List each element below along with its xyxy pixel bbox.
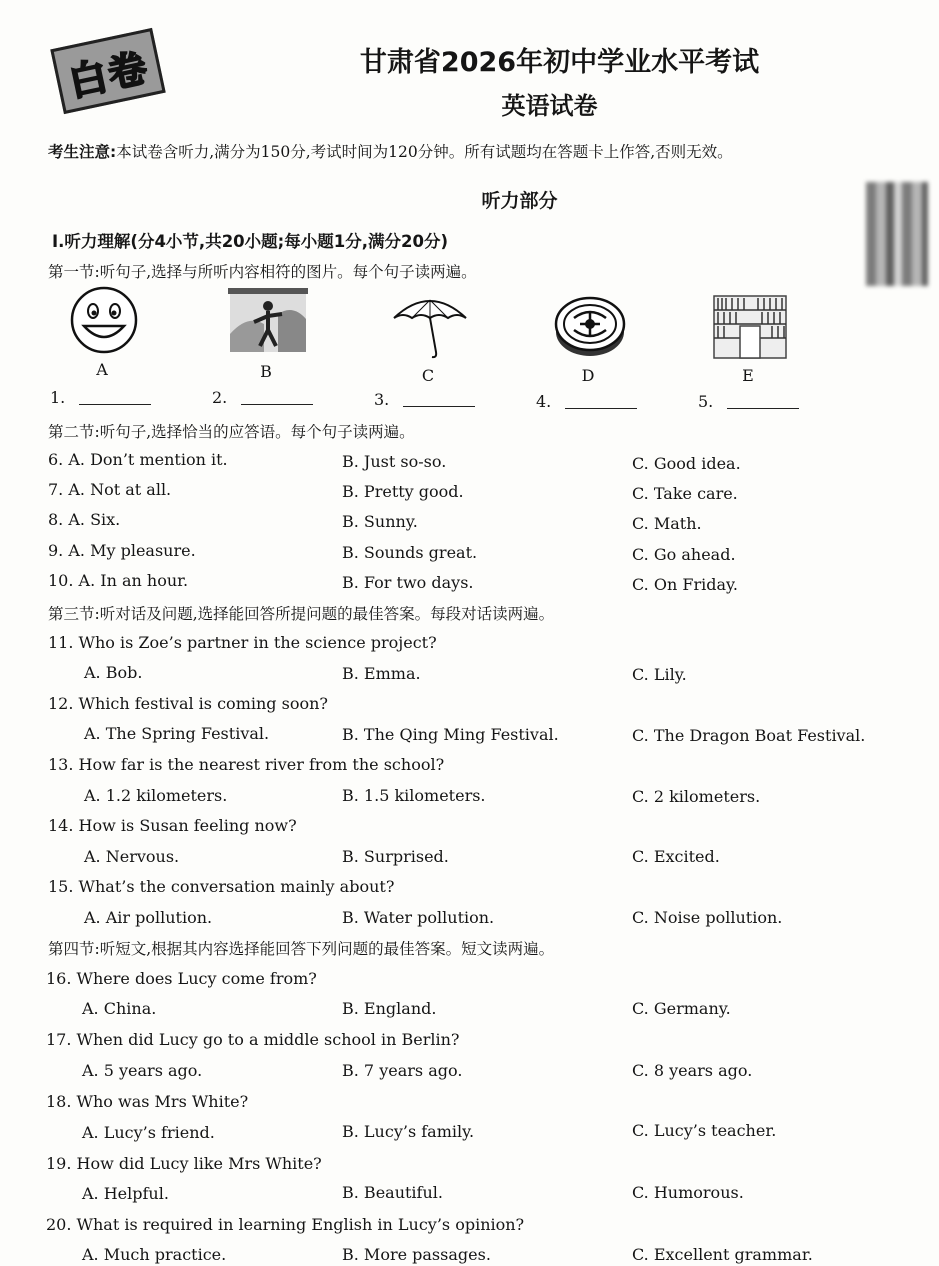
q17-option-b[interactable]: B. 7 years ago. bbox=[342, 1061, 463, 1080]
subsection-2-instructions: 第二节:听句子,选择恰当的应答语。每个句子读两遍。 bbox=[48, 423, 415, 441]
q11-question: 11. Who is Zoe’s partner in the science project? bbox=[48, 633, 437, 652]
q6-option-c[interactable]: C. Good idea. bbox=[632, 454, 741, 473]
q18-option-c[interactable]: C. Lucy’s teacher. bbox=[632, 1121, 777, 1140]
stamp-text: 白卷 bbox=[65, 44, 153, 105]
q14-option-a[interactable]: A. Nervous. bbox=[84, 847, 180, 866]
answer-blank-2[interactable]: 2. bbox=[212, 388, 313, 407]
exam-title: 甘肃省2026年初中学业水平考试 bbox=[359, 47, 760, 78]
picture-label-c: C bbox=[421, 366, 435, 385]
q9-option-a[interactable]: 9. A. My pleasure. bbox=[48, 541, 196, 560]
q7-option-c[interactable]: C. Take care. bbox=[632, 484, 738, 503]
q15-option-a[interactable]: A. Air pollution. bbox=[84, 908, 213, 927]
q16-option-a[interactable]: A. China. bbox=[82, 999, 157, 1018]
umbrella-icon bbox=[390, 290, 470, 366]
q15-question: 15. What’s the conversation mainly about? bbox=[48, 877, 395, 896]
answer-blank-4[interactable]: 4. bbox=[536, 392, 637, 411]
q8-option-b[interactable]: B. Sunny. bbox=[342, 512, 418, 531]
q15-option-b[interactable]: B. Water pollution. bbox=[342, 908, 495, 927]
q6-option-a[interactable]: 6. A. Don’t mention it. bbox=[48, 450, 228, 469]
q14-question: 14. How is Susan feeling now? bbox=[48, 816, 297, 835]
q11-option-a[interactable]: A. Bob. bbox=[84, 663, 143, 682]
answer-blank-3[interactable]: 3. bbox=[374, 390, 475, 409]
subsection-4-instructions: 第四节:听短文,根据其内容选择能回答下列问题的最佳答案。短文读两遍。 bbox=[48, 940, 555, 958]
picture-label-e: E bbox=[742, 366, 754, 385]
q13-option-c[interactable]: C. 2 kilometers. bbox=[632, 787, 761, 806]
q8-option-a[interactable]: 8. A. Six. bbox=[48, 510, 121, 529]
q16-option-b[interactable]: B. England. bbox=[342, 999, 437, 1018]
q13-question: 13. How far is the nearest river from the school? bbox=[48, 755, 445, 774]
q11-option-b[interactable]: B. Emma. bbox=[342, 664, 421, 683]
picture-label-b: B bbox=[260, 362, 272, 381]
q13-option-a[interactable]: A. 1.2 kilometers. bbox=[84, 786, 228, 805]
part1-title: Ⅰ.听力理解(分4小节,共20小题;每小题1分,满分20分) bbox=[52, 232, 449, 251]
q14-option-c[interactable]: C. Excited. bbox=[632, 847, 720, 866]
q7-option-a[interactable]: 7. A. Not at all. bbox=[48, 480, 172, 499]
q7-option-b[interactable]: B. Pretty good. bbox=[342, 482, 464, 501]
q10-option-b[interactable]: B. For two days. bbox=[342, 573, 474, 592]
q9-option-b[interactable]: B. Sounds great. bbox=[342, 543, 478, 562]
q18-question: 18. Who was Mrs White? bbox=[46, 1092, 249, 1111]
q16-question: 16. Where does Lucy come from? bbox=[46, 969, 317, 988]
q20-option-c[interactable]: C. Excellent grammar. bbox=[632, 1245, 813, 1264]
q15-option-c[interactable]: C. Noise pollution. bbox=[632, 908, 783, 927]
q10-option-c[interactable]: C. On Friday. bbox=[632, 575, 738, 594]
subsection-3-instructions: 第三节:听对话及问题,选择能回答所提问题的最佳答案。每段对话读两遍。 bbox=[48, 605, 555, 623]
picture-label-d: D bbox=[581, 366, 595, 385]
tai-chi-person-icon bbox=[228, 284, 308, 360]
q17-question: 17. When did Lucy go to a middle school in Berlin? bbox=[46, 1030, 460, 1049]
q19-option-c[interactable]: C. Humorous. bbox=[632, 1183, 744, 1202]
q13-option-b[interactable]: B. 1.5 kilometers. bbox=[342, 786, 486, 805]
exam-subtitle: 英语试卷 bbox=[501, 92, 598, 120]
q11-option-c[interactable]: C. Lily. bbox=[632, 665, 687, 684]
subsection-1-instructions: 第一节:听句子,选择与所听内容相符的图片。每个句子读两遍。 bbox=[48, 263, 477, 281]
q19-option-b[interactable]: B. Beautiful. bbox=[342, 1183, 443, 1202]
q9-option-c[interactable]: C. Go ahead. bbox=[632, 545, 736, 564]
q18-option-b[interactable]: B. Lucy’s family. bbox=[342, 1122, 475, 1141]
q17-option-c[interactable]: C. 8 years ago. bbox=[632, 1061, 753, 1080]
answer-blank-5[interactable]: 5. bbox=[698, 392, 799, 411]
q6-option-b[interactable]: B. Just so-so. bbox=[342, 452, 447, 471]
picture-label-a: A bbox=[96, 360, 108, 379]
library-bookshelf-icon bbox=[710, 290, 790, 366]
q18-option-a[interactable]: A. Lucy’s friend. bbox=[82, 1123, 215, 1142]
q19-option-a[interactable]: A. Helpful. bbox=[82, 1184, 169, 1203]
q14-option-b[interactable]: B. Surprised. bbox=[342, 847, 449, 866]
q12-option-b[interactable]: B. The Qing Ming Festival. bbox=[342, 725, 559, 744]
q12-option-a[interactable]: A. The Spring Festival. bbox=[84, 724, 270, 743]
q20-option-b[interactable]: B. More passages. bbox=[342, 1245, 491, 1264]
q19-question: 19. How did Lucy like Mrs White? bbox=[46, 1154, 322, 1173]
section-title: 听力部分 bbox=[481, 190, 558, 212]
q20-option-a[interactable]: A. Much practice. bbox=[82, 1245, 227, 1264]
q12-question: 12. Which festival is coming soon? bbox=[48, 694, 328, 713]
q17-option-a[interactable]: A. 5 years ago. bbox=[82, 1061, 203, 1080]
q16-option-c[interactable]: C. Germany. bbox=[632, 999, 731, 1018]
notice-label: 考生注意: bbox=[48, 143, 117, 161]
q12-option-c[interactable]: C. The Dragon Boat Festival. bbox=[632, 726, 866, 745]
q8-option-c[interactable]: C. Math. bbox=[632, 514, 702, 533]
mooncake-icon bbox=[550, 288, 630, 364]
answer-blank-1[interactable]: 1. bbox=[50, 388, 151, 407]
q20-question: 20. What is required in learning English in Lucy’s opinion? bbox=[46, 1215, 525, 1234]
smiley-face-icon bbox=[64, 282, 144, 358]
candidate-notice bbox=[48, 140, 733, 162]
q10-option-a[interactable]: 10. A. In an hour. bbox=[48, 571, 189, 590]
notice-text: 本试卷含听力,满分为150分,考试时间为120分钟。所有试题均在答题卡上作答,否则无效。 bbox=[116, 143, 733, 161]
